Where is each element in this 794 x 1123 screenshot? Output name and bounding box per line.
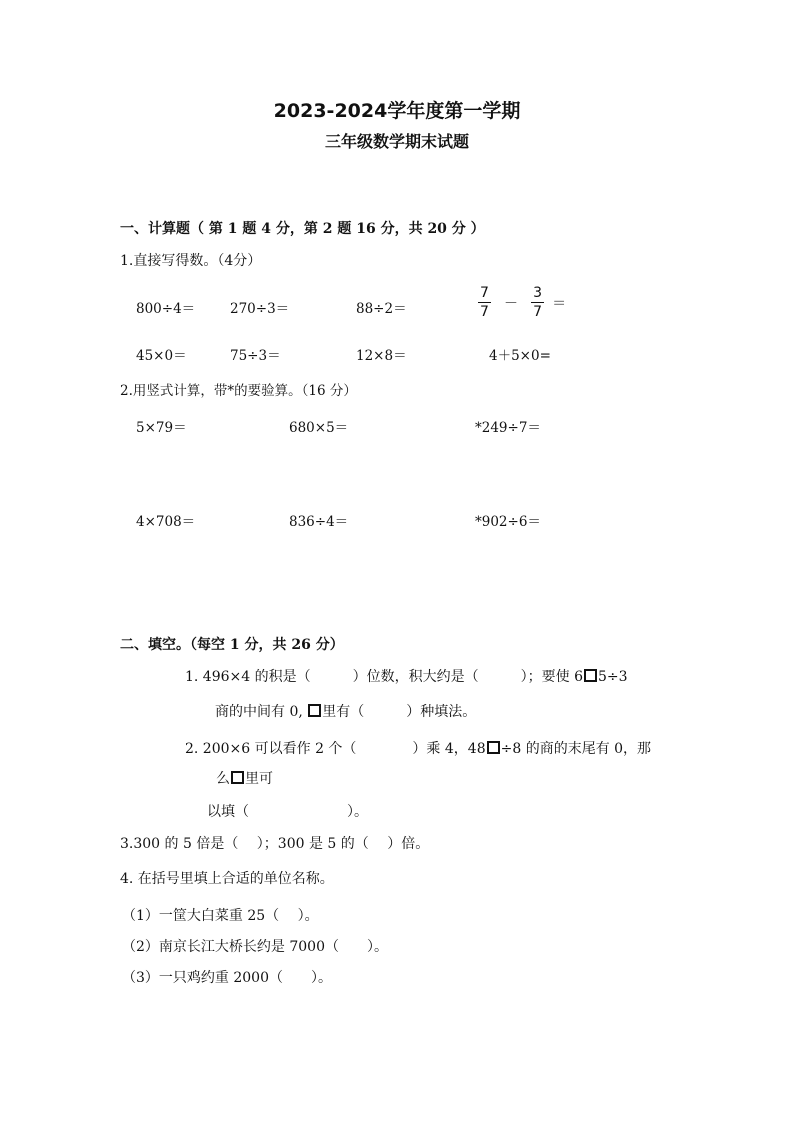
page-subtitle: 三年级数学期末试题 <box>324 132 469 151</box>
vertical-calc-item: 4×708＝ <box>136 514 196 530</box>
vertical-calc-item: 5×79＝ <box>136 420 187 436</box>
fraction-2: $\frac{3}{7}$ <box>533 285 543 320</box>
blank-box <box>308 704 321 717</box>
fill-question-4-item: （2）南京长江大桥长约是 7000（ ）。 <box>122 939 388 955</box>
mental-math-item: 12×8＝ <box>356 348 407 364</box>
vertical-calc-item: 680×5＝ <box>289 420 349 436</box>
fraction-expression <box>478 284 566 321</box>
equals-sign: ＝ <box>552 295 567 312</box>
fill-question-3: 3.300 的 5 倍是（ ）；300 是 5 的（ ）倍。 <box>120 836 430 852</box>
fill-question-2-line-3: 以填（ ）。 <box>207 804 368 820</box>
mental-math-item: 4＋5×0= <box>489 348 551 364</box>
vertical-calc-item: *902÷6＝ <box>475 514 541 530</box>
blank-box <box>487 741 500 754</box>
fraction-1: $\frac{7}{7}$ <box>480 285 489 320</box>
vertical-calc-item: 836÷4＝ <box>289 514 349 530</box>
minus-sign: － <box>504 295 519 312</box>
question-1-title: 1.直接写得数。（4分） <box>120 253 262 269</box>
fill-question-1-line-1: 1. 496×4 的积是（ ）位数，积大约是（ ）；要使 6 5÷3 <box>185 669 628 685</box>
mental-math-item: 75÷3＝ <box>230 348 281 364</box>
section-1-heading: 一、计算题（ 第 1 题 4 分，第 2 题 16 分，共 20 分 ） <box>120 221 485 237</box>
section-2-heading: 二、填空。（每空 1 分，共 26 分） <box>120 637 344 653</box>
fill-question-2-line-1: 2. 200×6 可以看作 2 个（ ）乘 4，48 ÷8 的商的末尾有 0，那 <box>185 741 652 757</box>
blank-box <box>231 771 244 784</box>
mental-math-item: 270÷3＝ <box>230 301 290 317</box>
fill-question-4-item: （1）一筐大白菜重 25（ ）。 <box>122 908 319 924</box>
fill-question-4-title: 4. 在括号里填上合适的单位名称。 <box>120 871 334 887</box>
page-title: 2023-2024学年度第一学期 <box>273 100 521 122</box>
fill-question-2-line-2: 么 里可 <box>216 771 273 787</box>
mental-math-item: 800÷4＝ <box>136 301 196 317</box>
mental-math-item: 88÷2＝ <box>356 301 407 317</box>
question-2-title: 2.用竖式计算，带*的要验算。（16 分） <box>120 383 357 399</box>
fill-question-4-item: （3）一只鸡约重 2000（ ）。 <box>122 970 332 986</box>
blank-box <box>584 669 597 682</box>
mental-math-item: 45×0＝ <box>136 348 187 364</box>
fill-question-1-line-2: 商的中间有 0, 里有（ ）种填法。 <box>215 704 477 720</box>
vertical-calc-item: *249÷7＝ <box>475 420 541 436</box>
